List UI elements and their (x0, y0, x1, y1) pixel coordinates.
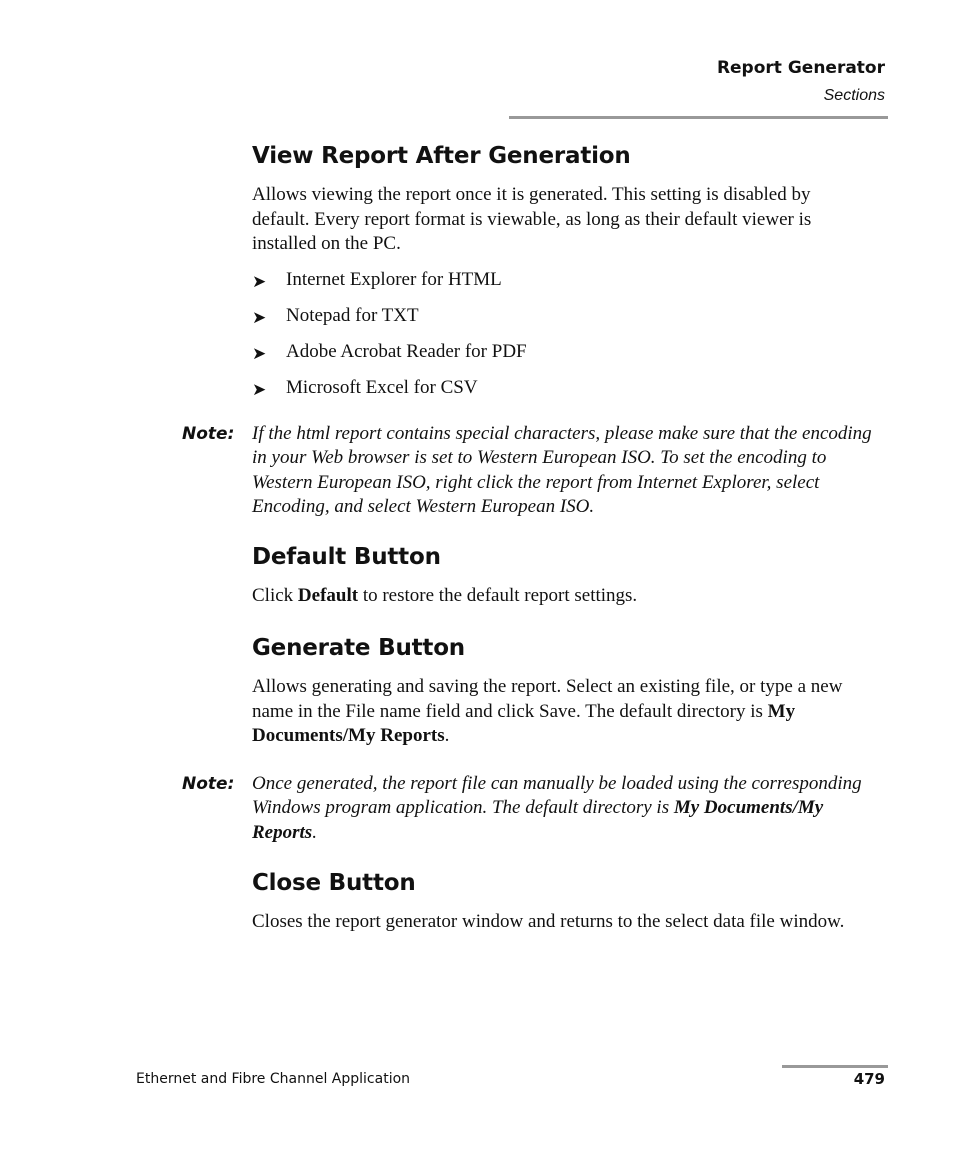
arrow-bullet-icon: ➤ (252, 271, 267, 291)
paragraph: Allows generating and saving the report. Select an existing file, or type a new name in the File name field and click Save. The default directory is My Documents/My Reports. (252, 676, 843, 746)
section-heading: View Report After Generation (252, 143, 631, 169)
running-header-subtitle: Sections (823, 87, 885, 104)
list-item-text: Microsoft Excel for CSV (286, 376, 478, 398)
section-view-report (182, 143, 872, 520)
list-item-text: Internet Explorer for HTML (286, 268, 502, 290)
section-default-button (252, 544, 872, 609)
footer-document-title: Ethernet and Fibre Channel Application (136, 1071, 411, 1087)
list-item (252, 268, 872, 292)
note-text: Once generated, the report file can manually be loaded using the corresponding Windows program application. The default directory is My Documents/My Reports. (252, 772, 862, 843)
arrow-bullet-icon: ➤ (252, 307, 267, 327)
page-content (182, 143, 872, 935)
list-item-text: Notepad for TXT (286, 304, 419, 326)
arrow-bullet-icon: ➤ (252, 343, 267, 363)
section-heading: Close Button (252, 870, 416, 896)
note-label: Note: (182, 423, 235, 444)
header-rule (509, 116, 888, 119)
section-close-button (252, 870, 872, 935)
list-item (252, 304, 872, 328)
list-item-text: Adobe Acrobat Reader for PDF (286, 340, 527, 362)
arrow-bullet-icon: ➤ (252, 379, 267, 399)
note-label: Note: (182, 773, 235, 794)
paragraph: Click Default to restore the default report settings. (252, 584, 638, 606)
paragraph: Allows viewing the report once it is generated. This setting is disabled by default. Every report format is viewable, as long as their default viewer is installed on the PC. (252, 184, 812, 254)
note-directory (182, 772, 872, 846)
running-header-title: Report Generator (716, 58, 885, 78)
paragraph: Closes the report generator window and returns to the select data file window. (252, 911, 845, 932)
viewer-list (252, 268, 872, 400)
section-heading: Default Button (252, 543, 441, 570)
page-number: 479 (853, 1070, 885, 1088)
note-text: If the html report contains special characters, please make sure that the encoding in your Web browser is set to Western European ISO. To set the encoding to Western European ISO, right click the report from Internet Explorer, select Encoding, and select Western European ISO. (252, 422, 872, 517)
section-heading: Generate Button (252, 635, 465, 661)
note-encoding (182, 422, 872, 520)
list-item (252, 340, 872, 364)
list-item (252, 376, 872, 400)
section-generate-button (182, 635, 872, 845)
footer-rule (782, 1065, 888, 1068)
